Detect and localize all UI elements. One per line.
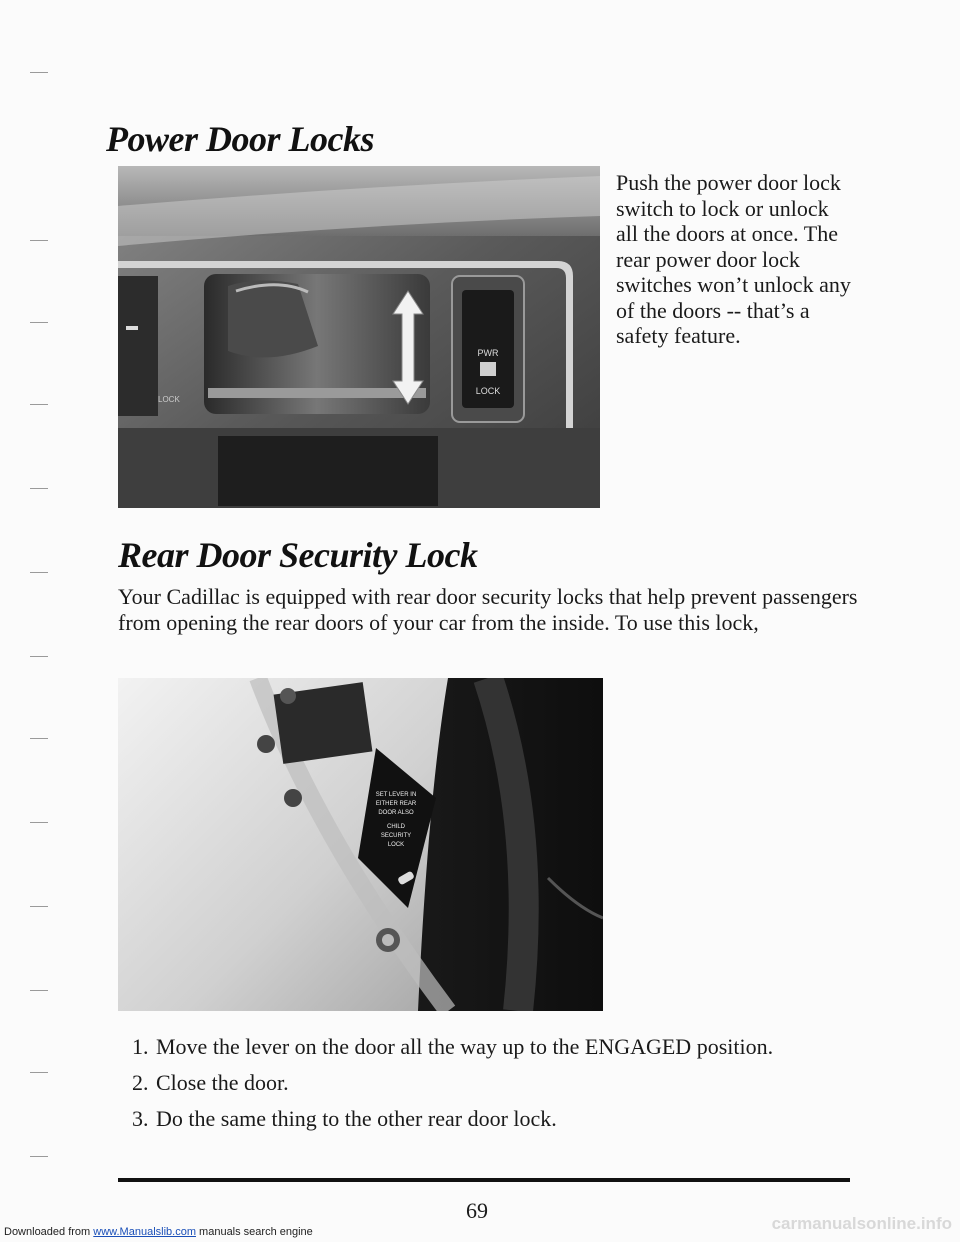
switch-label-pwr: PWR: [477, 348, 499, 358]
margin-tick: [30, 488, 48, 489]
power-door-locks-text: Push the power door lock switch to lock or unlock all the doors at once. The rear power door lock switches won’t unlock any of the doors -- that’s a safety feature.: [616, 170, 851, 348]
rear-door-security-lock-photo: [118, 678, 603, 1011]
margin-tick: [30, 738, 48, 739]
margin-tick: [30, 404, 48, 405]
step-text: Move the lever on the door all the way up to the ENGAGED position.: [156, 1034, 774, 1059]
footer-suffix: manuals search engine: [199, 1226, 313, 1238]
label-line: SET LEVER IN: [375, 792, 417, 798]
section-heading-power-door-locks: Power Door Locks: [106, 119, 374, 159]
watermark: carmanualsonline.info: [771, 1214, 952, 1233]
footer-prefix: Downloaded from: [4, 1226, 91, 1238]
step-number: 2.: [132, 1070, 149, 1095]
left-switch-label: LOCK: [158, 395, 180, 404]
page-number: 69: [466, 1198, 488, 1223]
margin-tick: [30, 1156, 48, 1157]
steps-list: [132, 1034, 892, 1142]
step-text: Close the door.: [156, 1070, 289, 1095]
margin-tick: [30, 322, 48, 323]
step-number: 1.: [132, 1034, 149, 1059]
step-number: 3.: [132, 1106, 149, 1131]
margin-tick: [30, 572, 48, 573]
power-door-lock-photo: [118, 166, 600, 508]
label-line: CHILD: [386, 824, 406, 830]
step-item: [132, 1070, 892, 1096]
margin-tick: [30, 822, 48, 823]
step-item: [132, 1106, 892, 1132]
footer-rule: [118, 1178, 850, 1182]
manualslib-link[interactable]: www.Manualslib.com: [93, 1226, 196, 1238]
label-line: LOCK: [387, 842, 405, 848]
margin-tick: [30, 1072, 48, 1073]
label-line: EITHER REAR: [375, 801, 417, 807]
margin-tick: [30, 72, 48, 73]
margin-tick: [30, 240, 48, 241]
label-line: SECURITY: [380, 833, 412, 839]
label-line: DOOR ALSO: [378, 810, 414, 816]
switch-label-lock: LOCK: [475, 386, 501, 396]
margin-tick: [30, 990, 48, 991]
rear-door-intro-text: Your Cadillac is equipped with rear door security locks that help prevent passengers from opening the rear doors of your car from the inside. To use this lock,: [118, 584, 858, 635]
download-footer: [4, 1226, 313, 1238]
step-item: [132, 1034, 892, 1060]
margin-tick: [30, 906, 48, 907]
section-heading-rear-door-security-lock: Rear Door Security Lock: [118, 535, 478, 575]
margin-tick: [30, 656, 48, 657]
step-text: Do the same thing to the other rear door lock.: [156, 1106, 557, 1131]
